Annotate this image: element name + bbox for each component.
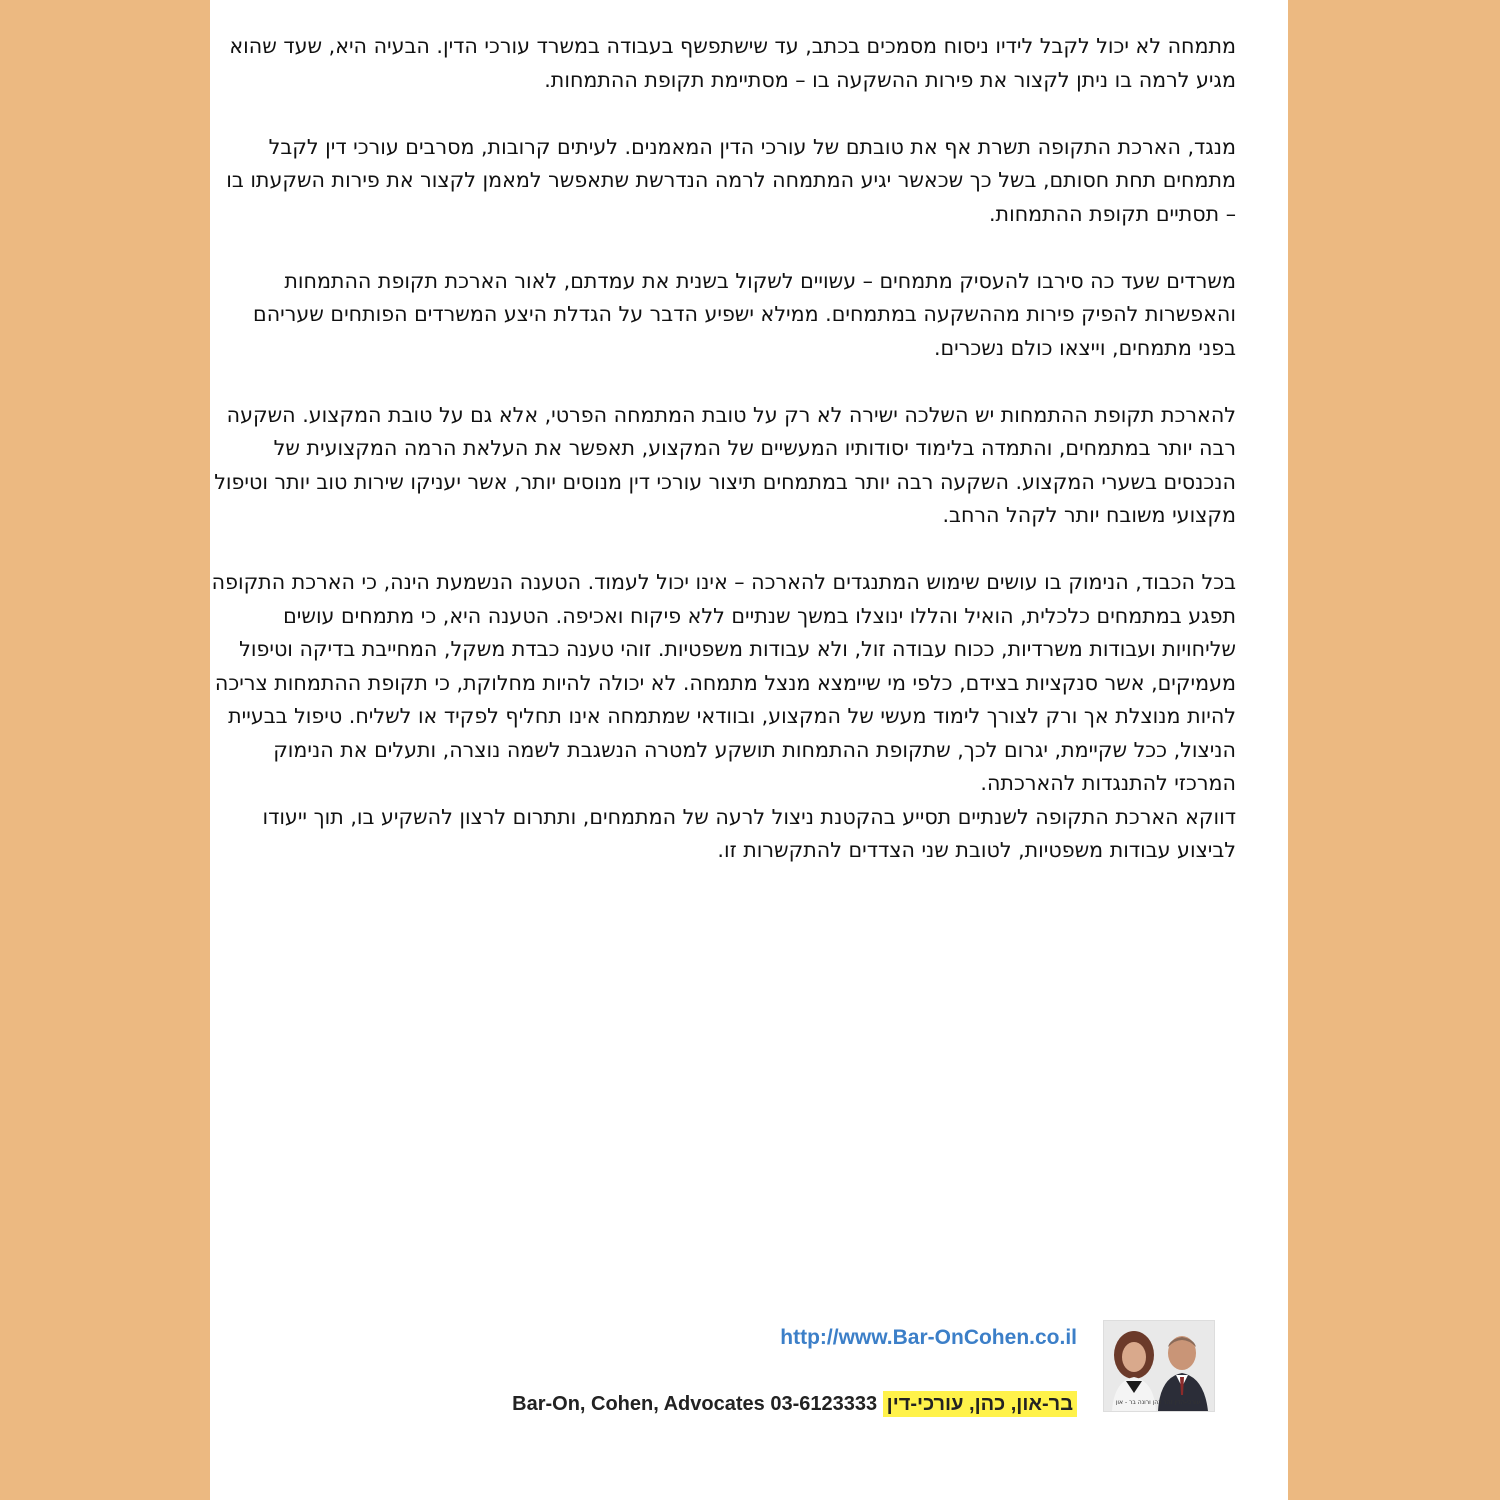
photo-caption: עורכי-הדין זהר כהן ורונה בר - און <box>1115 1399 1201 1406</box>
document-page <box>210 0 1288 1500</box>
paragraph: בכל הכבוד, הנימוק בו עושים שימוש המתנגדים להארכה – אינו יכול לעמוד. הטענה הנשמעת הינה, כי הארכת התקופה תפגע במתמחים כלכלית, הואיל והללו ינוצלו במשך שנתיים ללא פיקוח ואכיפה. הטענה היא, כי מתמחים עושים שליחויות ועבודות משרדיות, ככוח עבודה זול, ולא עבודות משפטיות. זוהי טענה כבדת משקל, המחייבת בדיקה וטיפול מעמיקים, אשר סנקציות בצידם, כלפי מי שיימצא מנצל מתמחה. לא יכולה להיות מחלוקת, כי תקופת ההתמחות צריכה להיות מנוצלת אך ורק לצורך לימוד מעשי של המקצוע, ובוודאי שמתמחה אינו תחליף לפקיד או לשליח. טיפול בבעיית הניצול, ככל שקיימת, יגרום לכך, שתקופת ההתמחות תושקע למטרה הנשגבת לשמה נוצרה, ותעלים את הנימוק המרכזי להתנגדות להארכתה. <box>211 570 1236 795</box>
paragraph: מנגד, הארכת התקופה תשרת אף את טובתם של עורכי הדין המאמנים. לעיתים קרובות, מסרבים עורכי דין לקבל מתמחים תחת חסותם, בשל כך שכאשר יגיע המתמחה לרמה הנדרשת שתאפשר למאמן לקצור את פירות השקעתו בו – תסתיים תקופת ההתמחות. <box>226 134 1236 226</box>
firm-footer <box>512 1393 1077 1416</box>
firm-name-hebrew: בר-און, כהן, עורכי-דין <box>883 1391 1077 1417</box>
paragraph: דווקא הארכת התקופה לשנתיים תסייע בהקטנת ניצול לרעה של המתמחים, ותתרום לרצון להשקיע בו, תוך ייעודו לביצוע עבודות משפטיות, לטובת שני הצדדים להתקשרות זו. <box>262 804 1236 862</box>
article-body <box>210 30 1236 868</box>
paragraph: מתמחה לא יכול לקבל לידיו ניסוח מסמכים בכתב, עד שישתפשף בעבודה במשרד עורכי הדין. הבעיה היא, שעד שהוא מגיע לרמה בו ניתן לקצור את פירות ההשקעה בו – מסתיימת תקופת ההתמחות. <box>229 34 1236 92</box>
firm-name-english: Bar-On, Cohen, Advocates 03-6123333 <box>512 1393 878 1415</box>
paragraph: משרדים שעד כה סירבו להעסיק מתמחים – עשויים לשקול בשנית את עמדתם, לאור הארכת תקופת ההתמחות והאפשרות להפיק פירות מההשקעה במתמחים. ממילא ישפיע הדבר על הגדלת היצע המשרדים הפותחים שעריהם בפני מתמחים, וייצאו כולם נשכרים. <box>253 268 1236 360</box>
paragraph: להארכת תקופת ההתמחות יש השלכה ישירה לא רק על טובת המתמחה הפרטי, אלא גם על טובת המקצוע. השקעה רבה יותר במתמחים, והתמדה בלימוד יסודותיו המעשיים של המקצוע, תאפשר את העלאת הרמה המקצועית של הנכנסים בשערי המקצוע. השקעה רבה יותר במתמחים תיצור עורכי דין מנוסים יותר, אשר יעניקו שירות טוב יותר וטיפול מקצועי משובח יותר לקהל הרחב. <box>214 402 1236 527</box>
lawyers-photo-image <box>1104 1321 1214 1411</box>
firm-website-link[interactable]: http://www.Bar-OnCohen.co.il <box>780 1326 1077 1349</box>
